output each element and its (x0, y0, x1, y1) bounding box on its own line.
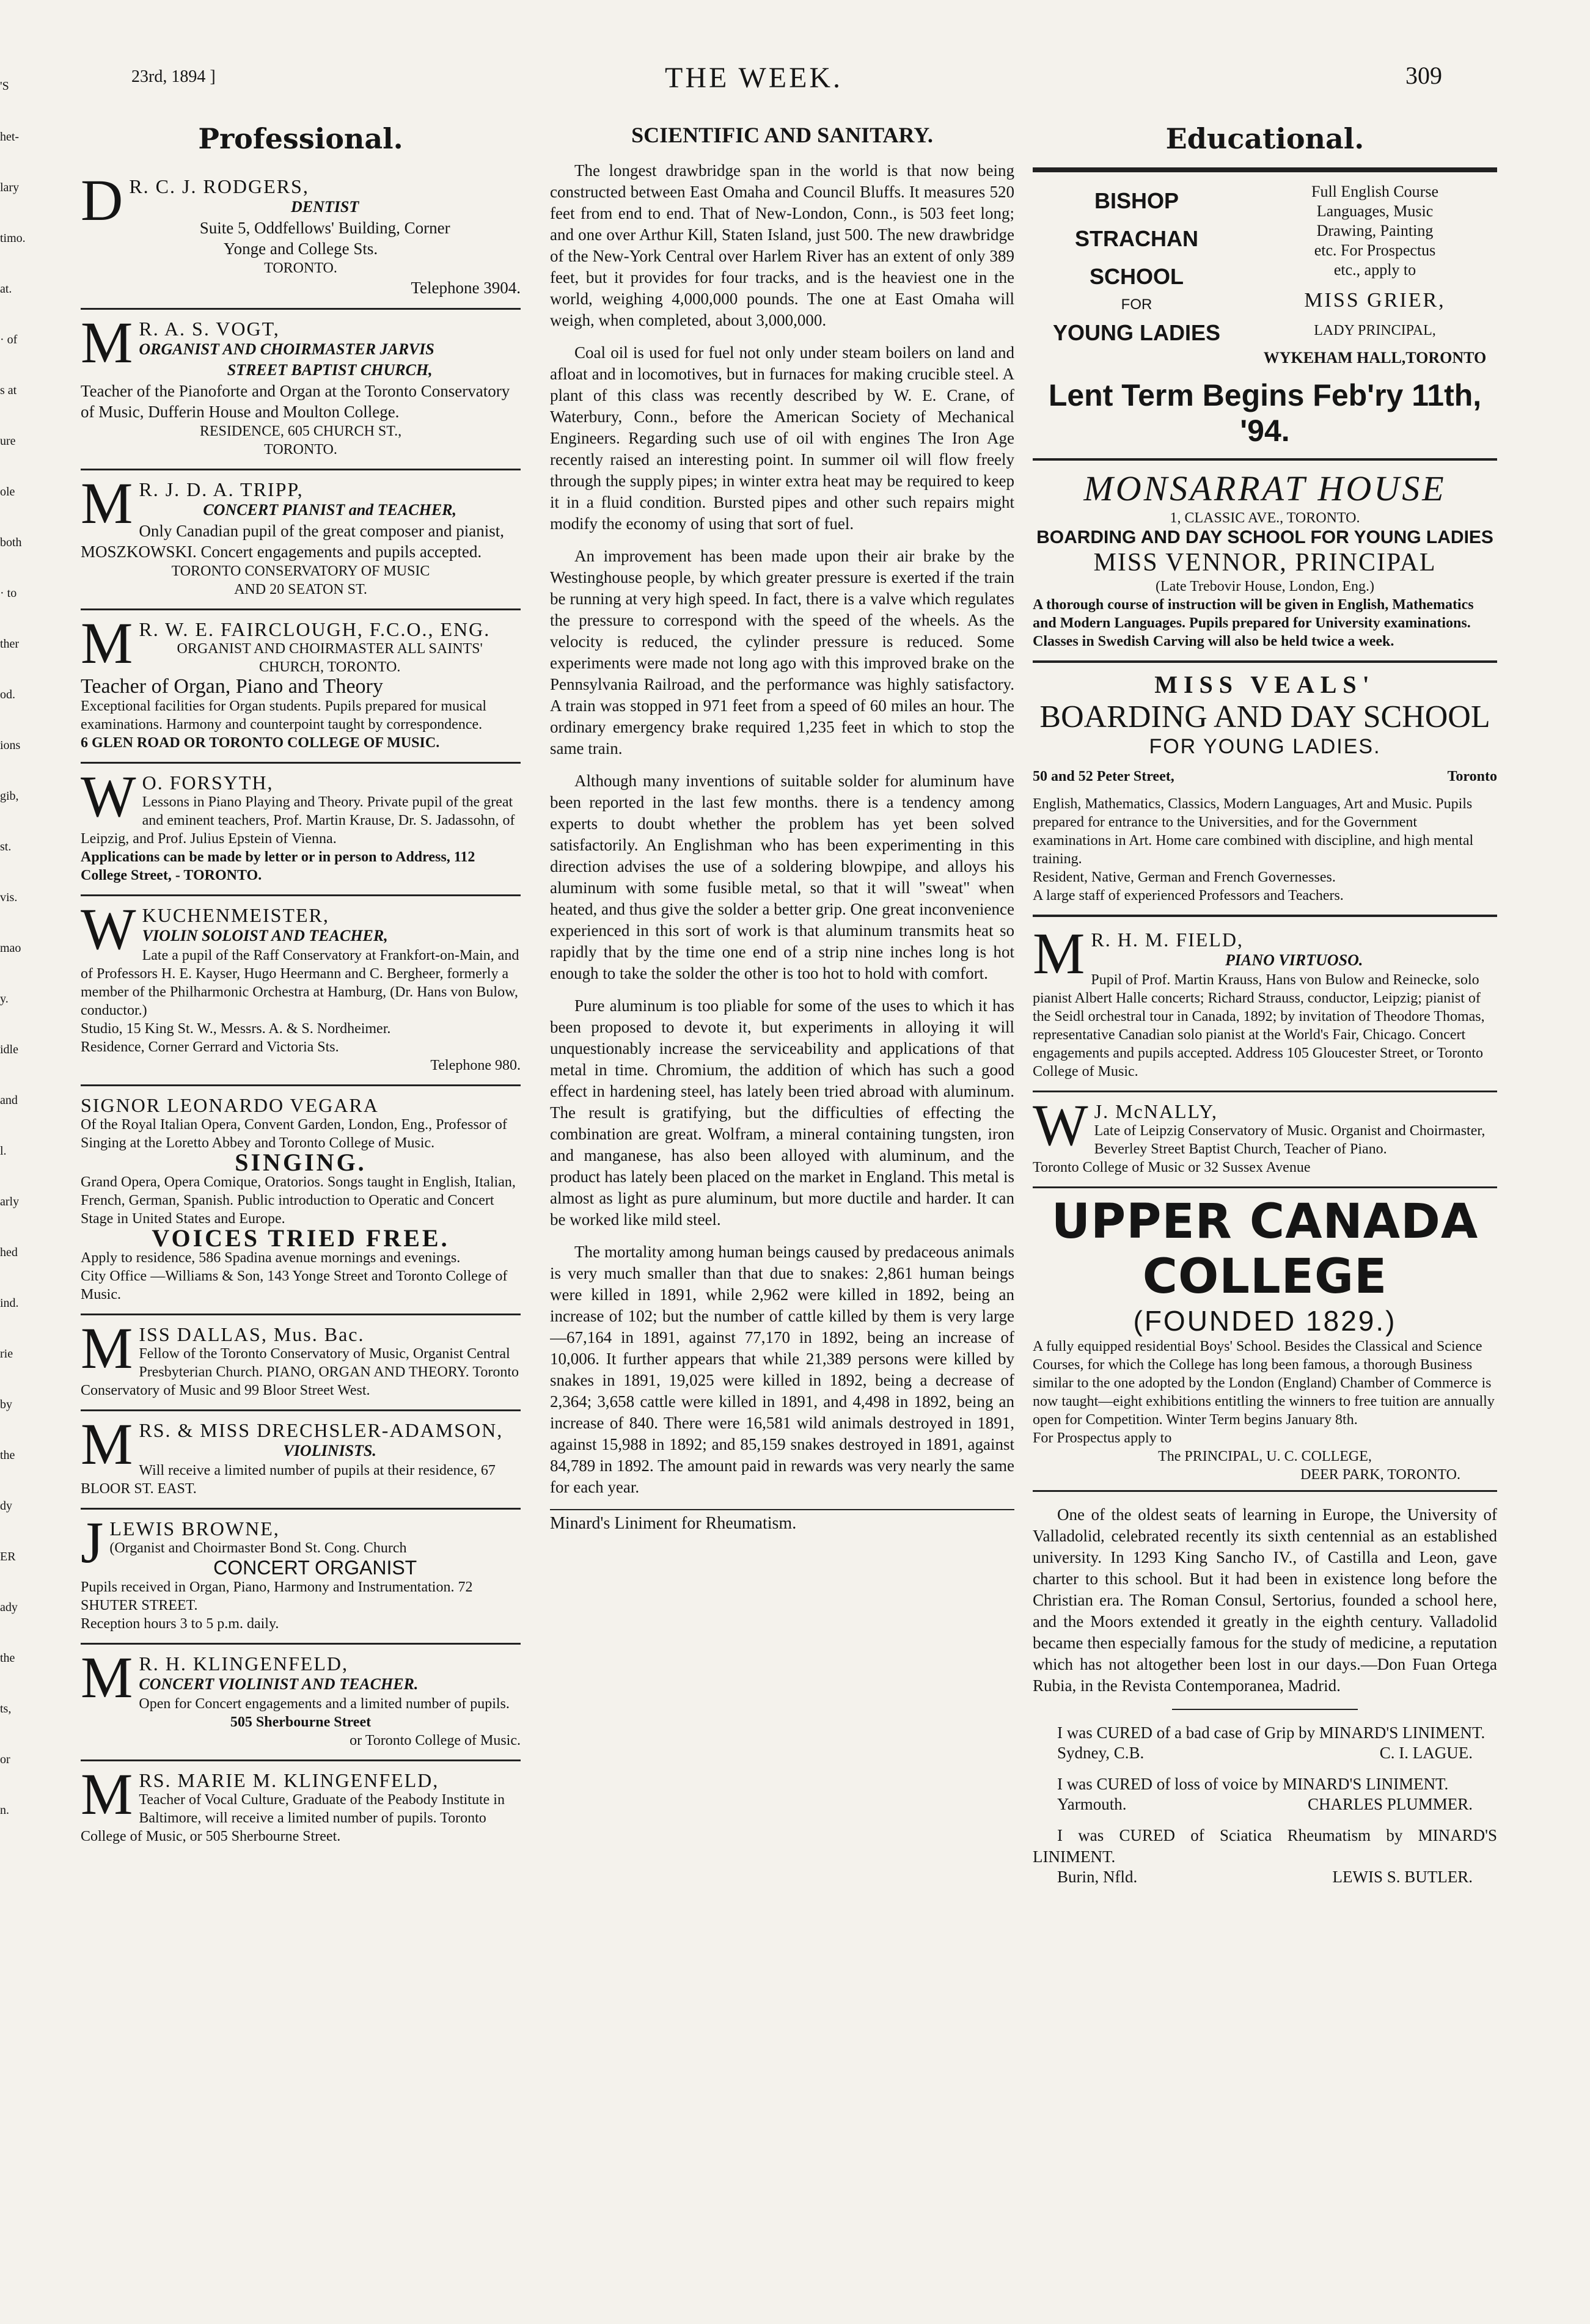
educational-heading: Educational. (1165, 122, 1365, 155)
edge-fragment: l. (0, 1144, 7, 1158)
ad-kuchenmeister: W KUCHENMEISTER, VIOLIN SOLOIST AND TEACHER, Late a pupil of the Raff Conservatory at Frankfort-on-Main, and of Professors H. E. Kayser, Hugo Heermann and C. Bergheer, formerly a member of the Philharmonic Orchestra at Hamburg, (Dr. Hans von Bulow, conductor.) Studio, 15 King St. W., Messrs. A. & S. Nordheimer. Residence, Corner Gerrard and Victoria Sts. Telephone 980. (81, 896, 521, 1086)
ad-upper-canada-college: UPPER CANADA COLLEGE (FOUNDED 1829.) A fully equipped residential Boys' School. Besides the Classical and Science Courses, for which the College has long been famous, a thorough Business similar to the one adopted by the London (England) Chamber of Commerce is now taught—eight exhibitions entitling the winners to free tuition are annually open for Competition. Winter Term begins January 8th. For Prospectus apply to The PRINCIPAL, U. C. COLLEGE, DEER PARK, TORONTO. (1033, 1188, 1497, 1492)
ad-vegara: SIGNOR LEONARDO VEGARA Of the Royal Italian Opera, Convent Garden, London, Eng., Professor of Singing at the Loretto Abbey and Toronto College of Music. SINGING. Grand Opera, Opera Comique, Oratorios. Songs taught in English, Italian, French, German, Spanish. Public introduction to Operatic and Concert Stage in United States and Europe. VOICES TRIED FREE. Apply to residence, 586 Spadina avenue mornings and evenings. City Office —Williams & Son, 143 Yonge Street and Toronto College of Music. (81, 1086, 521, 1315)
ad-bishop-strachan: BISHOP STRACHAN SCHOOL FOR YOUNG LADIES Full English Course Languages, Music Drawing, Painting etc. For Prospectus etc., apply to MISS GRIER, LADY PRINCIPAL, WYKEHAM HALL,TORONTO Lent Term Begins Feb'ry 11th, '94. (1048, 183, 1487, 448)
edge-fragment: both (0, 536, 22, 549)
edge-fragment: s at (0, 384, 17, 397)
edge-fragment: mao (0, 941, 21, 955)
scientific-column (550, 122, 1014, 2309)
testimonial-name: CHARLES PLUMMER. (1307, 1795, 1473, 1813)
edge-fragment: idle (0, 1043, 18, 1056)
testimonial-place: Burin, Nfld. (1057, 1868, 1138, 1886)
testimonial-place: Sydney, C.B. (1057, 1744, 1145, 1762)
edge-fragment: ions (0, 739, 21, 752)
testimonial (1033, 1825, 1497, 1887)
ad-tripp: M R. J. D. A. TRIPP, CONCERT PIANIST and TEACHER, Only Canadian pupil of the great composer and pianist, MOSZKOWSKI. Concert engagements and pupils accepted. TORONTO CONSERVATORY OF MUSIC AND 20 SEATON ST. (81, 470, 521, 610)
edge-fragment: y. (0, 992, 9, 1006)
edge-fragment: arly (0, 1195, 20, 1208)
ad-mcnally: W J. McNALLY, Late of Leipzig Conservatory of Music. Organist and Choirmaster, Beverley Street Baptist Church, Teacher of Piano. Toronto College of Music or 32 Sussex Avenue (1033, 1092, 1497, 1188)
edge-fragment: st. (0, 840, 12, 853)
edge-fragment: 'S (0, 79, 9, 93)
testimonial-text: I was CURED of loss of voice by MINARD'S LINIMENT. (1057, 1775, 1449, 1793)
article-paragraph: An improvement has been made upon their air brake by the Westinghouse people, by which greater pressure is exerted if the train be running at very high speed. In fact, there is a valve which regulates the pressure to correspond with the speed of the wheels. As the velocity is reduced, the cylinder pressure is reduced. Some experiments were made not long ago with this improved brake on the Pennsylvania Railroad, and the performance was highly satisfactory. A train was stopped in 971 feet from a speed of 60 miles an hour. The ordinary emergency brake required 1,235 feet in which to stop the same train. (550, 547, 1014, 758)
edge-fragment: dy (0, 1499, 12, 1513)
edge-fragment: od. (0, 688, 15, 701)
edge-fragment: and (0, 1094, 18, 1107)
ad-forsyth: W O. FORSYTH, Lessons in Piano Playing and Theory. Private pupil of the great and eminent teachers, Prof. Martin Krause, Dr. S. Jadassohn, of Leipzig, and Prof. Julius Epstein of Vienna. Applications can be made by letter or in person to Address, 112 College Street, - TORONTO. (81, 764, 521, 896)
edge-fragment: hed (0, 1246, 18, 1259)
valladolid-article: One of the oldest seats of learning in Europe, the University of Valladolid, celebrated recently its sixth centennial as an established university. In 1293 King Sancho IV., of Castilla and Leon, gave charter to this school. But it had been in existence long before the Christian era. The Roman Consul, Sertorius, founded a school here, and the Moors extended it greatly in the eighth century. Valladolid became then especially famous for the study of medicine, a reputation which has not altogether been lost in our days.—Don Fuan Ortega Rubia, in the Revista Contemporanea, Madrid. (1033, 1505, 1497, 1695)
edge-fragment: or (0, 1753, 10, 1766)
issue-date: 23rd, 1894 ] (131, 67, 216, 86)
ad-vogt: M R. A. S. VOGT, ORGANIST AND CHOIRMASTER JARVIS STREET BAPTIST CHURCH, Teacher of the Pianoforte and Organ at the Toronto Conservatory of Music, Dufferin House and Moulton College. RESIDENCE, 605 CHURCH ST., TORONTO. (81, 310, 521, 470)
edge-fragment: ts, (0, 1702, 12, 1716)
edge-fragment: · of (0, 333, 18, 346)
ad-miss-veals: MISS VEALS' BOARDING AND DAY SCHOOL FOR YOUNG LADIES. 50 and 52 Peter Street, Toronto English, Mathematics, Classics, Modern Languages, Art and Music. Pupils prepared for entrance to the Universities, and for the Government examinations in Art. Home care combined with discipline, and high mental training. Resident, Native, German and French Governesses. A large staff of experienced Professors and Teachers. (1033, 671, 1497, 904)
testimonial (1033, 1774, 1497, 1814)
ad-klingenfeld: M R. H. KLINGENFELD, CONCERT VIOLINIST AND TEACHER. Open for Concert engagements and a limited number of pupils. 505 Sherbourne Street or Toronto College of Music. (81, 1645, 521, 1761)
testimonial (1033, 1722, 1497, 1763)
article-paragraph: The mortality among human beings caused by predaceous animals is very much smaller than that due to snakes: 2,861 human beings were killed in 1891, while 2,962 were killed in 1892, being an increase of 102; but the number of cattle killed by them is very large—67,164 in 1891, against 77,170 in 1892, being an increase of 10,006. It further appears that while 21,389 persons were killed by snakes in 1891, 19,025 were killed in 1892, being a decrease of 2,364; 3,658 cattle were killed in 1891, and 4,498 in 1892, being an increase of 840. There were 16,581 wild animals destroyed in 1891, against 15,988 in 1892; and 85,159 snakes destroyed in 1891, against 84,789 in 1892. The amount paid in rewards was very nearly the same for each year. (550, 1243, 1014, 1496)
ad-rodgers: D R. C. J. RODGERS, DENTIST Suite 5, Oddfellows' Building, Corner Yonge and College Sts. TORONTO. Telephone 3904. (81, 167, 521, 310)
testimonial-name: C. I. LAGUE. (1379, 1744, 1473, 1762)
professional-column (81, 122, 521, 2309)
article-paragraph: The longest drawbridge span in the world is that now being constructed between East Omaha and Council Bluffs. It measures 520 feet from end to end. That of New-London, Conn., is 503 feet long; and one over Arthur Kill, Staten Island, just 500. The new drawbridge of the New-York Central over Harlem River has an extent of only 389 feet, but it provides for four tracks, and is the heaviest one in the world, weighing 4,000,000 pounds. The one at East Omaha will weigh, when completed, about 3,000,000. (550, 161, 1014, 329)
edge-fragment: ady (0, 1601, 18, 1614)
edge-fragment: het- (0, 130, 20, 144)
ad-marie-klingenfeld: M RS. MARIE M. KLINGENFELD, Teacher of Vocal Culture, Graduate of the Peabody Institute in Baltimore, will receive a limited number of pupils. Toronto College of Music, or 505 Sherbourne Street. (81, 1761, 505, 1844)
ad-fairclough: M R. W. E. FAIRCLOUGH, F.C.O., ENG. ORGANIST AND CHOIRMASTER ALL SAINTS' CHURCH, TORONTO. Teacher of Organ, Piano and Theory Exceptional facilities for Organ students. Pupils prepared for musical examinations. Harmony and counterpoint taught by correspondence. 6 GLEN ROAD OR TORONTO COLLEGE OF MUSIC. (81, 610, 521, 764)
page-number: 309 (1405, 62, 1442, 89)
testimonial-place: Yarmouth. (1057, 1795, 1127, 1813)
left-margin-fragments (0, 0, 49, 2324)
minard-footer: Minard's Liniment for Rheumatism. (550, 1514, 797, 1533)
edge-fragment: vis. (0, 891, 18, 904)
edge-fragment: rie (0, 1347, 13, 1361)
article-paragraph: Although many inventions of suitable solder for aluminum have been reported in the last few months. there is a tendency among experts to doubt whether the problem has yet been solved satisfactorily. An Englishman who has been experimenting in this direction advises the use of a soldering blowpipe, and alloys his aluminum with some fusible metal, so that it will "sweat" when heated, and thus give the solder a better grip. One great inconvenience experienced in this sort of work is that aluminum transmits heat so rapidly that by the time one end of a strip nine inches long is hot enough to take the solder the other is too hot to hold with comfort. (550, 772, 1014, 982)
edge-fragment: ER (0, 1550, 16, 1563)
edge-fragment: by (0, 1398, 12, 1411)
publication-title: THE WEEK. (665, 62, 843, 94)
testimonial-text: I was CURED of Sciatica Rheumatism by MINARD'S LINIMENT. (1033, 1826, 1497, 1866)
article-paragraph: Pure aluminum is too pliable for some of the uses to which it has been proposed to devote it, but experiments in alloying it will unquestionably increase the serviceability and applications of that metal in time. Chromium, the addition of which has such a good effect in hardening steel, has lately been tried abroad with aluminum. The result is gratifying, but the difficulties of effecting the combination are great. Wolfram, a mineral containing tungsten, iron and manganese, has also been alloyed with aluminum, and the product has lately been placed on the market in England. This metal is almost as light as pure aluminum, but more ductile and harder. It can be worked like mild steel. (550, 996, 1014, 1229)
scientific-heading: SCIENTIFIC AND SANITARY. (631, 123, 933, 147)
ad-monsarrat-house: MONSARRAT HOUSE 1, CLASSIC AVE., TORONTO. BOARDING AND DAY SCHOOL FOR YOUNG LADIES MISS VENNOR, PRINCIPAL (Late Trebovir House, London, Eng.) A thorough course of instruction will be given in English, Mathematics and Modern Languages. Pupils prepared for University examinations. Classes in Swedish Carving will also be held twice a week. (1033, 469, 1493, 649)
edge-fragment: the (0, 1651, 15, 1665)
educational-column (1033, 122, 1497, 2309)
edge-fragment: ther (0, 637, 20, 651)
testimonial-text: I was CURED of a bad case of Grip by MINARD'S LINIMENT. (1057, 1723, 1486, 1742)
ad-dallas: M ISS DALLAS, Mus. Bac. Fellow of the Toronto Conservatory of Music, Organist Central Presbyterian Church. PIANO, ORGAN AND THEORY. Toronto Conservatory of Music and 99 Bloor Street West. (81, 1315, 521, 1411)
edge-fragment: lary (0, 181, 20, 194)
testimonial-name: LEWIS S. BUTLER. (1332, 1868, 1473, 1886)
minard-testimonials (1033, 1722, 1497, 1887)
ad-field: M R. H. M. FIELD, PIANO VIRTUOSO. Pupil of Prof. Martin Krauss, Hans von Bulow and Reinecke, solo pianist Albert Halle concerts; Richard Strauss, conductor, Leipzig; pianist of the Seidl orchestral tour in Canada, 1892; by invitation of Theodore Thomas, representative Canadian solo pianist at the World's Fair, Chicago. Concert engagements and pupils accepted. Address 105 Gloucester Street, or Toronto College of Music. (1033, 921, 1497, 1092)
edge-fragment: · to (0, 586, 17, 600)
edge-fragment: at. (0, 282, 12, 296)
edge-fragment: the (0, 1449, 15, 1462)
professional-heading: Professional. (198, 122, 403, 155)
edge-fragment: gib, (0, 789, 19, 803)
scientific-articles (550, 160, 1014, 1498)
edge-fragment: ure (0, 434, 16, 448)
edge-fragment: ind. (0, 1296, 19, 1310)
article-paragraph: Coal oil is used for fuel not only under steam boilers on land and afloat and in locomotives, but in furnaces for making crucible steel. A plant of this class was recently described by W. E. Crane, of Waterbury, Conn., before the American Society of Mechanical Engineers. Regarding such use of oil with engines The Iron Age recently raised an interesting point. In summer oil will flow freely through the supply pipes; in winter extra heat may be required to keep it in a fluid condition. Bursted pipes and other such repairs might modify the economy of using that sort of fuel. (550, 343, 1014, 533)
edge-fragment: ole (0, 485, 15, 499)
edge-fragment: n. (0, 1803, 9, 1817)
edge-fragment: timo. (0, 232, 26, 245)
ad-drechsler: M RS. & MISS DRECHSLER-ADAMSON, VIOLINISTS. Will receive a limited number of pupils at their residence, 67 BLOOR ST. EAST. (81, 1411, 521, 1510)
ad-browne: J LEWIS BROWNE, (Organist and Choirmaster Bond St. Cong. Church CONCERT ORGANIST Pupils received in Organ, Piano, Harmony and Instrumentation. 72 SHUTER STREET. Reception hours 3 to 5 p.m. daily. (81, 1510, 521, 1645)
